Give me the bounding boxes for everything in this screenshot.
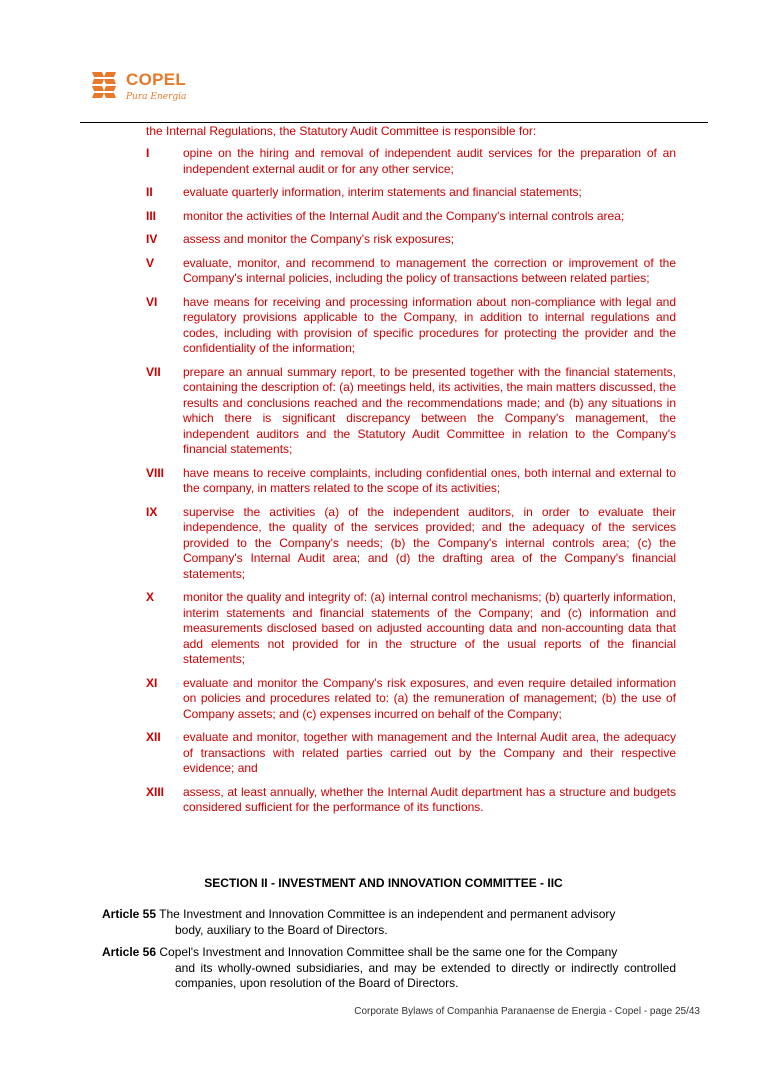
item-number: X (146, 590, 155, 604)
list-item (146, 676, 676, 723)
article-first-line (102, 907, 676, 923)
logo-text: COPEL (126, 70, 187, 89)
article-text: Copel's Investment and Innovation Committee shall be the same one for the Company (159, 945, 618, 959)
item-number: III (146, 208, 157, 223)
list-item (146, 466, 676, 497)
item-number: XIII (146, 784, 165, 799)
list-item (146, 209, 676, 225)
item-number: XI (146, 675, 158, 690)
list-item (146, 146, 676, 177)
copel-logo (90, 70, 200, 110)
item-text: monitor the quality and integrity of: (a) internal control mechanisms; (b) quarterly information, interim statements and financial statements of the Company; and (c) information and measurements disclosed based on adjusted accounting data and non-accounting data that add elements not provided for in the structure of the usual reports of the financial statements; (183, 590, 676, 666)
item-text: opine on the hiring and removal of independent audit services for the preparation of an independent external audit or for any other service; (183, 146, 676, 176)
item-text: have means for receiving and processing information about non-compliance with legal and regulatory provisions applicable to the Company, in addition to internal regulations and codes, including with provision of specific procedures for protecting the provider and the confidentiality of the information; (183, 294, 676, 355)
list-item (146, 256, 676, 287)
item-text: assess and monitor the Company's risk exposures; (183, 232, 455, 246)
copel-logo-icon (90, 70, 120, 100)
list-item (146, 365, 676, 458)
article-label: Article 56 (102, 945, 157, 959)
item-text: evaluate, monitor, and recommend to management the correction or improvement of the Company's internal policies, including the policy of transactions between related parties; (183, 255, 676, 285)
section-title: SECTION II - INVESTMENT AND INNOVATION COMMITTEE - IIC (204, 876, 563, 890)
logo-tagline: Pura Energia (126, 92, 187, 102)
item-text: have means to receive complaints, including confidential ones, both internal and external to the company, in matters related to the scope of its activities; (183, 465, 676, 495)
article-continuation: and its wholly-owned subsidiaries, and may be extended to directly or indirectly controlled companies, upon resolution of the Board of Directors. (175, 960, 676, 990)
item-number: II (146, 185, 153, 199)
item-text: prepare an annual summary report, to be presented together with the financial statements, containing the description of: (a) meetings held, its activities, the main matters discussed, the results and conclusions reached and the recommendations made; and (b) any situations in which there is significant discrepancy between the Company's management, the independent auditors and the Statutory Audit Committee in relation to the Company's financial statements; (183, 364, 676, 456)
list-item (146, 505, 676, 583)
item-text: monitor the activities of the Internal Audit and the Company's internal controls area; (183, 208, 625, 223)
intro-text: the Internal Regulations, the Statutory Audit Committee is responsible for: (146, 124, 537, 138)
item-number: I (146, 146, 150, 160)
responsibilities-list (146, 146, 676, 824)
list-item (146, 785, 676, 816)
item-number: IX (146, 504, 158, 519)
item-text: evaluate quarterly information, interim statements and financial statements; (183, 185, 582, 199)
article-first-line (102, 945, 676, 961)
item-text: evaluate and monitor the Company's risk exposures, and even require detailed information on policies and procedures related to: (a) the remuneration of management; (b) the use of Company assets; and (c) expenses incurred on behalf of the Company; (183, 675, 676, 721)
list-item (146, 590, 676, 668)
list-item (146, 295, 676, 357)
page-footer: Corporate Bylaws of Companhia Paranaense de Energia - Copel - page 25/43 (354, 1006, 700, 1017)
item-text: supervise the activities (a) of the independent auditors, in order to evaluate their independence, the quality of the services provided; and the adequacy of the services provided to the Company's needs; (b) the Company's internal controls area; (c) the Company's Internal Audit area; and (d) the drafting area of the Company's financial statements; (183, 504, 676, 581)
article-55 (102, 907, 676, 938)
list-item (146, 730, 676, 777)
item-number: V (146, 255, 155, 270)
item-number: XII (146, 730, 161, 744)
item-number: VII (146, 364, 161, 379)
article-continuation: body, auxiliary to the Board of Directors. (175, 922, 388, 937)
item-text: assess, at least annually, whether the Internal Audit department has a structure and budgets considered sufficient for the performance of its functions. (183, 784, 676, 814)
list-item (146, 232, 676, 248)
header-divider (80, 122, 708, 123)
item-number: VI (146, 294, 158, 309)
item-number: VIII (146, 465, 165, 480)
article-label: Article 55 (102, 907, 157, 921)
article-text: The Investment and Innovation Committee is an independent and permanent advisory (159, 907, 616, 921)
article-56 (102, 945, 676, 992)
item-text: evaluate and monitor, together with management and the Internal Audit area, the adequacy of transactions with related parties carried out by the Company and their respective evidence; and (183, 730, 676, 775)
list-item (146, 185, 676, 201)
item-number: IV (146, 232, 158, 246)
